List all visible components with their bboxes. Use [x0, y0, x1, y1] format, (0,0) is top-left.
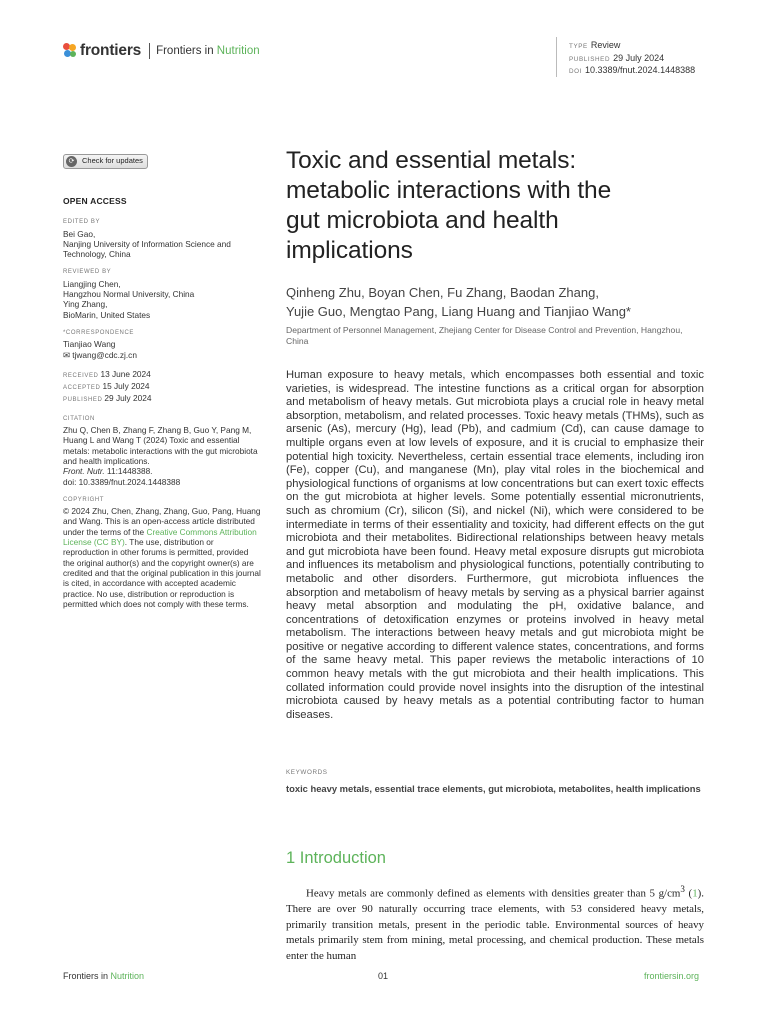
- meta-divider: [556, 37, 557, 77]
- edited-by-label: EDITED BY: [63, 219, 101, 226]
- doi-link[interactable]: 10.3389/fnut.2024.1448388: [585, 65, 696, 75]
- dates: RECEIVED 13 June 2024 ACCEPTED 15 July 2024 PUBLISHED 29 July 2024: [63, 368, 152, 404]
- citation-label: CITATION: [63, 415, 95, 422]
- correspondence-email[interactable]: ✉ tjwang@cdc.zj.cn: [63, 349, 137, 360]
- keywords-label: KEYWORDS: [286, 769, 328, 776]
- introduction-text: Heavy metals are commonly defined as elements with densities greater than 5 $g/cm^3$ (1). There are over 90 naturally occurring trace elements, with 53 considered heavy metals, primarily transition metals, present in the periodic table. Environmental sources of heavy metals primarily stem from mining, metal processing, and chemical production. These metals enter the human: [286, 884, 704, 962]
- citation-doi[interactable]: doi: 10.3389/fnut.2024.1448388: [63, 476, 181, 487]
- frontiers-logo[interactable]: [63, 42, 260, 60]
- journal-name[interactable]: Frontiers in Nutrition: [156, 45, 260, 57]
- open-access-label: OPEN ACCESS: [63, 196, 127, 206]
- refresh-icon: ⟳: [66, 156, 77, 167]
- footer-site-link[interactable]: frontiersin.org: [644, 971, 700, 981]
- article-title: Toxic and essential metals: metabolic interactions with the gut microbiota and health implications: [286, 147, 612, 264]
- published-date: 29 July 2024: [613, 52, 665, 63]
- citation: Zhu Q, Chen B, Zhang F, Zhang B, Guo Y, Pang M, Huang L and Wang T (2024) Toxic and essential metals: metabolic interactions with the gut microbiota and health implications. Front. Nutr. 11:1448388. doi: 10.3389/fnut.2024.1448388: [63, 425, 258, 487]
- footer-journal[interactable]: Frontiers in Nutrition: [63, 971, 145, 981]
- correspondence-name: Tianjiao Wang: [63, 339, 116, 350]
- affiliation: Department of Personnel Management, Zhejiang Center for Disease Control and Prevention, Hangzhou, China: [286, 325, 683, 346]
- article-type: Review: [590, 40, 621, 50]
- copyright-label: COPYRIGHT: [63, 496, 105, 503]
- sidebar: [63, 154, 261, 609]
- keywords: toxic heavy metals, essential trace elements, gut microbiota, metabolites, health implications: [286, 783, 701, 794]
- page-number: 01: [378, 971, 389, 981]
- license-link[interactable]: Creative Commons Attribution License (CC BY): [63, 526, 257, 548]
- check-updates-button[interactable]: ⟳ Check for updates: [63, 154, 148, 169]
- edited-by: Bei Gao, Nanjing University of Information Science and Technology, China: [63, 228, 231, 260]
- authors[interactable]: Qinheng Zhu, Boyan Chen, Fu Zhang, Baodan Zhang, Yujie Guo, Mengtao Pang, Liang Huang and Tianjiao Wang*: [286, 285, 631, 319]
- reviewed-by: Liangjing Chen, Hangzhou Normal University, China Ying Zhang, BioMarin, United States: [63, 278, 195, 320]
- brand-name: frontiers: [80, 42, 142, 59]
- abstract: Human exposure to heavy metals, which encompasses both essential and toxic varieties, is widespread. The intestine functions as a critical organ for absorption and metabolism of heavy metals. Gut microbiota plays a crucial role in heavy metal absorption, metabolism, and related processes. Toxic heavy metals (THMs), such as arsenic (As), mercury (Hg), lead (Pb), and cadmium (Cd), can cause damage to multiple organs even at low levels of exposure, and it is crucial to emphasize their potential high toxicity. Nevertheless, certain essential trace elements, including iron (Fe), copper (Cu), and manganese (Mn), play vital roles in the biochemical and physiological functions of organisms at low concentrations but can exert toxic effects on the gut microbiota at higher levels. Some potentially essential micronutrients, such as chromium (Cr), silicon (Si), and nickel (Ni), which were considered to be intermediate in terms of their essentiality and toxicity, had different effects on the gut microbiota and their metabolites. Bidirectional relationships between heavy metals and gut microbiota have been found. Heavy metal exposure disrupts gut microbiota and influences its metabolism and physiological functions, potentially contributing to metabolic and other disorders. Furthermore, gut microbiota influences the absorption and metabolism of heavy metals by serving as a physical barrier against heavy metal absorption and modulating the pH, oxidative balance, and concentrations of detoxification enzymes or proteins involved in heavy metal metabolism. The interactions between heavy metals and gut microbiota might be positive or negative according to different valence states, concentrations, and forms of the same heavy metal. This paper reviews the metabolic interactions of 10 common heavy metals with the gut microbiota and their health implications. This collated information could provide novel insights into the disruption of the intestinal microbiota caused by heavy metals as a potential contributing factor to human diseases.: [286, 369, 704, 721]
- mail-icon: ✉: [63, 349, 73, 360]
- logo-divider: [149, 43, 150, 59]
- citation-ref-1[interactable]: 1: [692, 887, 698, 900]
- section-heading-introduction: 1 Introduction: [286, 849, 386, 867]
- article-meta: TYPE Review PUBLISHED 29 July 2024 DOI 10.3389/fnut.2024.1448388: [569, 40, 696, 75]
- correspondence-label: *CORRESPONDENCE: [63, 329, 135, 336]
- frontiers-logo-icon: [63, 43, 77, 59]
- reviewed-by-label: REVIEWED BY: [63, 269, 112, 276]
- copyright: © 2024 Zhu, Chen, Zhang, Zhang, Guo, Pang, Huang and Wang. This is an open-access article distributed under the terms of the Creative Commons Attribution License (CC BY). The use, distribution or reproduction in other forums is permitted, provided the original author(s) and the copyright owner(s) are credited and that the original publication in this journal is cited, in accordance with accepted academic practice. No use, distribution or reproduction is permitted which does not comply with these terms.: [63, 506, 261, 609]
